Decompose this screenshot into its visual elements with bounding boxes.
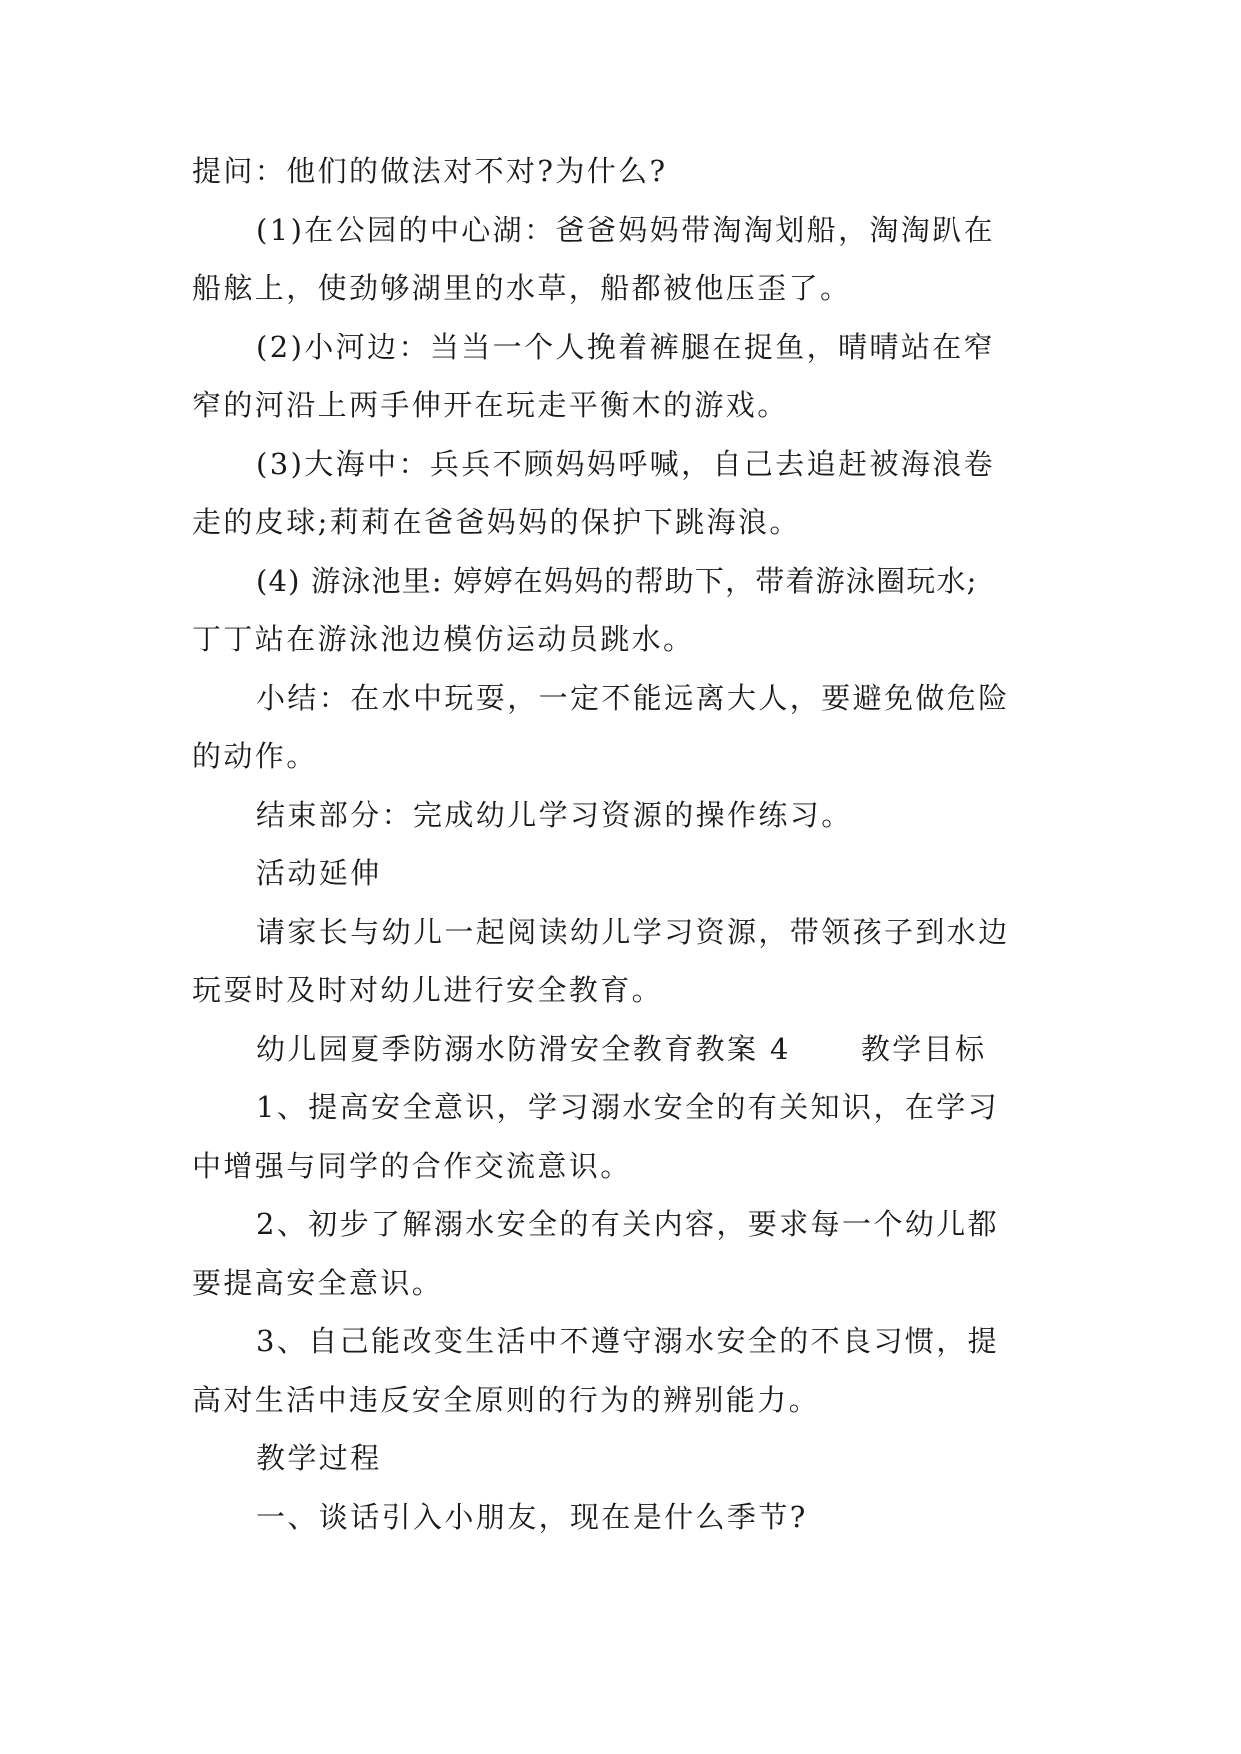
scenario-4-line-2: 丁丁站在游泳池边模仿运动员跳水。 <box>192 622 695 656</box>
scenario-3-line-2: 走的皮球;莉莉在爸爸妈妈的保护下跳海浪。 <box>192 505 801 539</box>
process-step-1: 一、谈话引入小朋友，现在是什么季节? <box>256 1500 808 1534</box>
objective-3-line-2: 高对生活中违反安全原则的行为的辨别能力。 <box>192 1383 821 1417</box>
closing-part: 结束部分：完成幼儿学习资源的操作练习。 <box>256 798 853 832</box>
section-heading-extension: 活动延伸 <box>256 856 382 890</box>
section-heading-objectives: 教学目标 <box>860 1032 987 1066</box>
extension-line-1: 请家长与幼儿一起阅读幼儿学习资源，带领孩子到水边 <box>256 915 1010 949</box>
lesson-title: 幼儿园夏季防溺水防滑安全教育教案 4 <box>256 1032 791 1066</box>
objective-3-line-1: 3、自己能改变生活中不遵守溺水安全的不良习惯，提 <box>256 1324 1000 1358</box>
scenario-4-line-1: (4) 游泳池里: 婷婷在妈妈的帮助下，带着游泳圈玩水; <box>256 564 978 598</box>
scenario-2-line-1: (2)小河边：当当一个人挽着裤腿在捉鱼，晴晴站在窄 <box>256 330 996 364</box>
objective-2-line-2: 要提高安全意识。 <box>192 1266 444 1300</box>
summary-line-2: 的动作。 <box>192 739 318 773</box>
question-line: 提问：他们的做法对不对?为什么? <box>192 154 668 188</box>
scenario-2-line-2: 窄的河沿上两手伸开在玩走平衡木的游戏。 <box>192 388 789 422</box>
summary-line-1: 小结：在水中玩耍，一定不能远离大人，要避免做危险 <box>256 681 1010 715</box>
scenario-1-line-1: (1)在公园的中心湖：爸爸妈妈带淘淘划船，淘淘趴在 <box>256 213 996 247</box>
objective-1-line-2: 中增强与同学的合作交流意识。 <box>192 1149 632 1183</box>
scenario-3-line-1: (3)大海中：兵兵不顾妈妈呼喊，自己去追赶被海浪卷 <box>256 447 996 481</box>
section-heading-process: 教学过程 <box>256 1441 382 1475</box>
objective-2-line-1: 2、初步了解溺水安全的有关内容，要求每一个幼儿都 <box>256 1207 1000 1241</box>
lesson-title-line <box>256 1029 1062 1069</box>
objective-1-line-1: 1、提高安全意识，学习溺水安全的有关知识，在学习 <box>256 1090 1000 1124</box>
scenario-1-line-2: 船舷上，使劲够湖里的水草，船都被他压歪了。 <box>192 271 852 305</box>
extension-line-2: 玩耍时及时对幼儿进行安全教育。 <box>192 973 664 1007</box>
